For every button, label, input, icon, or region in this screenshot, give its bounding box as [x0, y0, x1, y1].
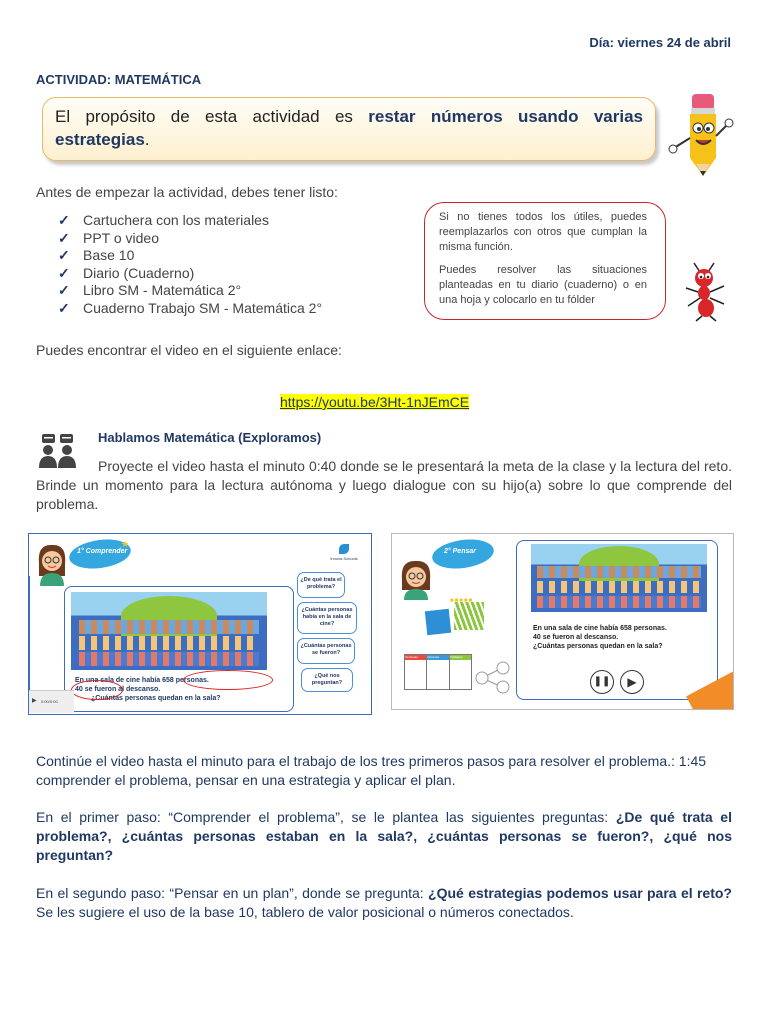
- ant-mascot-icon: [680, 262, 730, 322]
- second-step-suggestion: Se les sugiere el uso de la base 10, tablero de valor posicional o números conectados.: [36, 904, 574, 920]
- pencil-mascot-icon: [664, 88, 736, 180]
- materials-intro: Antes de empezar la actividad, debes tener listo:: [36, 184, 338, 200]
- second-step-paragraph: [36, 884, 732, 922]
- problem-line-3: ¿Cuántas personas quedan en la sala?: [91, 695, 221, 702]
- question-4: ¿Qué nos preguntan?: [301, 668, 353, 692]
- video-link[interactable]: https://youtu.be/3Ht-1nJEmCE: [280, 394, 470, 410]
- materials-item: [58, 230, 322, 248]
- second-step-intro: En el segundo paso: “Pensar en un plan”, donde se pregunta:: [36, 885, 429, 901]
- materials-item-label: Base 10: [83, 247, 135, 264]
- circle-highlight: [183, 670, 273, 690]
- note-bubble: [424, 202, 666, 320]
- check-icon: ✓: [58, 264, 70, 281]
- steps-paragraph: Continúe el video hasta el minuto para el trabajo de los tres primeros pasos para resolver el problema.: 1:45 comprender el problema, pensar en una estrategia y aplicar el plan.: [36, 753, 707, 788]
- player-time: 0:00/0:00: [41, 699, 58, 704]
- purpose-box: [42, 97, 656, 161]
- check-icon: ✓: [58, 212, 70, 228]
- materials-item: [58, 247, 322, 265]
- question-2: ¿Cuántas personas había en la sala de cine?: [297, 602, 357, 634]
- materials-item: [58, 212, 322, 230]
- cinema-image-2: [531, 544, 707, 612]
- materials-item-label: Cuaderno Trabajo SM - Matemática 2°: [83, 299, 323, 316]
- check-icon: ✓: [58, 247, 70, 264]
- note-text-1: Si no tienes todos los útiles, puedes reemplazarlos con otros que cumplan la misma función.: [439, 211, 647, 253]
- step-label: 1° Comprender: [77, 548, 128, 555]
- question-3: ¿Cuántas personas se fueron?: [297, 638, 355, 664]
- problem-line-2b: 40 se fueron al descanso.: [533, 634, 619, 641]
- play-icon[interactable]: ▶: [620, 670, 644, 694]
- note-text-2: Puedes resolver las situaciones planteadas en tu diario (cuaderno) o en una hoja y colocarlo en tu fólder: [439, 264, 647, 306]
- second-step-question: ¿Qué estrategias podemos usar para el reto?: [428, 885, 732, 901]
- materials-item: [58, 265, 322, 283]
- teacher-avatar: [35, 542, 69, 586]
- star-icon: ★: [121, 539, 130, 549]
- check-icon: ✓: [58, 229, 70, 246]
- materials-item-label: PPT o video: [83, 229, 160, 246]
- video-screenshot-2: [391, 533, 734, 710]
- table-header-1: Centenas: [405, 655, 426, 660]
- place-value-table: [404, 654, 472, 690]
- logo-text: Innova Schools: [330, 556, 358, 561]
- materials-item-label: Cartuchera con los materiales: [83, 212, 269, 228]
- table-header-2: Decenas: [427, 655, 448, 660]
- materials-item: [58, 300, 322, 318]
- player-bar: [29, 690, 74, 713]
- purpose-text: El propósito de esta actividad es: [55, 107, 369, 126]
- question-1: ¿De qué trata el problema?: [297, 572, 345, 598]
- materials-item: [58, 282, 322, 300]
- teacher-avatar-2: [398, 558, 434, 600]
- materials-list: [58, 212, 322, 318]
- purpose-goal: restar números usando varias estrategias: [55, 107, 643, 149]
- base10-units-icon: ■■■■■: [450, 598, 474, 604]
- check-icon: ✓: [58, 299, 70, 316]
- video-screenshot-1: [28, 533, 372, 715]
- problem-line-1: En una sala de cine había 658 personas.: [75, 677, 209, 684]
- section-paragraph: Proyecte el video hasta el minuto 0:40 donde se le presentará la meta de la clase y la lectura del reto. Brinde un momento para la lectura autónoma y luego dialogue con su hijo(a) sobre lo que comprende del problema.: [36, 458, 732, 512]
- first-step-paragraph: [36, 808, 732, 865]
- first-step-questions: ¿De qué trata el problema?, ¿cuántas personas estaban en la sala?, ¿cuántas personas se fueron?, ¿qué nos preguntan?: [36, 809, 732, 863]
- date-label: Día: viernes 24 de abril: [589, 35, 731, 50]
- problem-line-3b: ¿Cuántas personas quedan en la sala?: [533, 643, 663, 650]
- video-intro: Puedes encontrar el video en el siguiente enlace:: [36, 342, 342, 358]
- materials-item-label: Libro SM - Matemática 2°: [83, 282, 242, 299]
- player-play-icon[interactable]: ▶: [32, 698, 37, 704]
- pause-icon[interactable]: ❚❚: [590, 670, 614, 694]
- step-label-2: 2° Pensar: [444, 548, 476, 555]
- problem-line-1b: En una sala de cine había 658 personas.: [533, 625, 667, 632]
- connected-numbers-icon: [472, 660, 516, 694]
- cinema-image: [71, 592, 267, 670]
- problem-line-2: 40 se fueron al descanso.: [75, 686, 161, 693]
- first-step-intro: En el primer paso: “Comprender el problema”, se le plantea las siguientes preguntas:: [36, 809, 616, 825]
- table-header-3: Unidades: [450, 655, 471, 660]
- check-icon: ✓: [58, 282, 70, 299]
- materials-item-label: Diario (Cuaderno): [83, 264, 195, 281]
- activity-title: ACTIVIDAD: MATEMÁTICA: [36, 72, 202, 87]
- circle-highlight-2: [71, 680, 123, 700]
- purpose-period: .: [144, 130, 150, 149]
- base10-tens-icon: [454, 602, 484, 630]
- logo-icon: [339, 544, 349, 554]
- base10-hundred-icon: [425, 609, 451, 635]
- section-title: Hablamos Matemática (Exploramos): [98, 430, 322, 445]
- problem-text-2: [533, 624, 667, 651]
